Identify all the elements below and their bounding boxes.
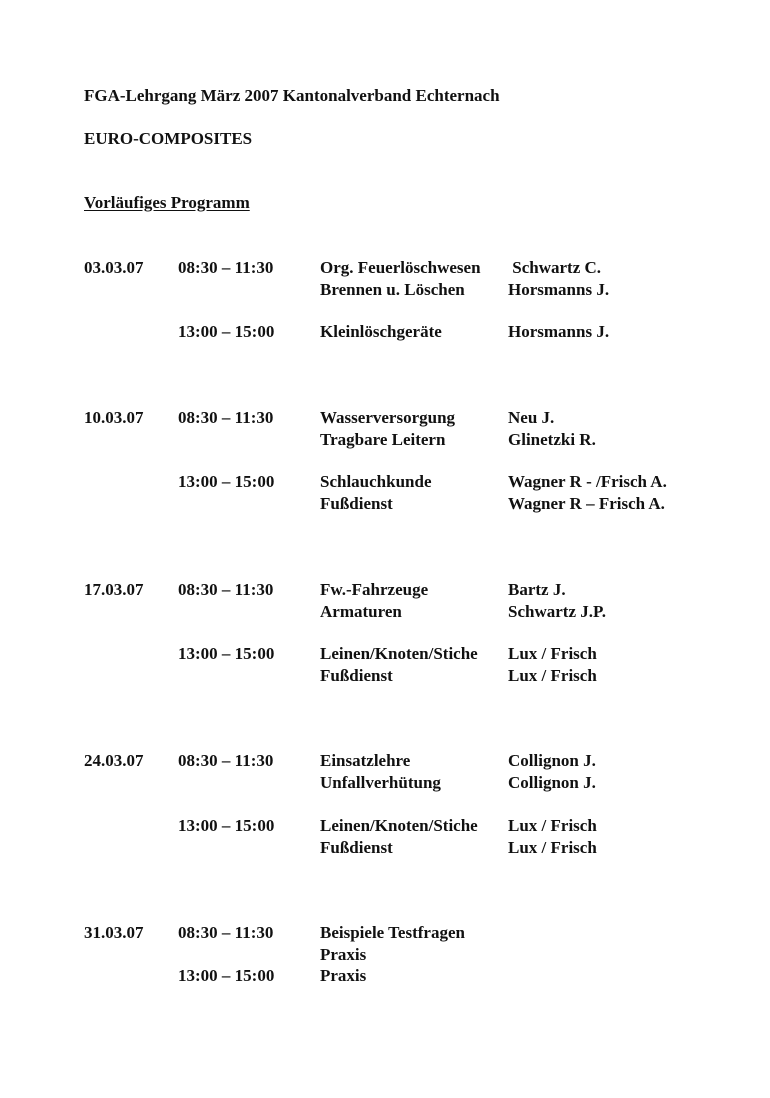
session-time: 08:30 – 11:30 [178,923,274,942]
document-title: FGA-Lehrgang März 2007 Kantonalverband Echternach [84,86,500,105]
session-time: 08:30 – 11:30 [178,408,274,427]
session-topic: Fw.-Fahrzeuge [320,580,429,599]
session-topic: Fußdienst [320,494,393,513]
session-time: 13:00 – 15:00 [178,966,275,985]
session-instructor: Lux / Frisch [508,816,597,835]
session-instructor: Collignon J. [508,773,596,792]
schedule-date: 24.03.07 [84,751,144,770]
session-time: 13:00 – 15:00 [178,472,275,491]
schedule-date: 03.03.07 [84,258,144,277]
session-topic: Praxis [320,945,367,964]
session-instructor: Collignon J. [508,751,596,770]
schedule-date: 10.03.07 [84,408,144,427]
schedule-date: 31.03.07 [84,923,144,942]
session-instructor: Wagner R - /Frisch A. [508,472,667,491]
session-time: 13:00 – 15:00 [178,644,275,663]
session-topic: Praxis [320,966,367,985]
session-time: 08:30 – 11:30 [178,258,274,277]
session-instructor: Lux / Frisch [508,644,597,663]
session-instructor: Schwartz J.P. [508,602,607,621]
session-topic: Wasserversorgung [320,408,456,427]
session-instructor: Lux / Frisch [508,838,597,857]
session-time: 13:00 – 15:00 [178,322,275,341]
program-subtitle: Vorläufiges Programm [84,193,250,212]
session-topic: Brennen u. Löschen [320,280,465,299]
session-topic: Leinen/Knoten/Stiche [320,644,478,663]
session-topic: Fußdienst [320,666,393,685]
session-time: 08:30 – 11:30 [178,580,274,599]
session-instructor: Lux / Frisch [508,666,597,685]
session-instructor: Neu J. [508,408,555,427]
session-topic: Beispiele Testfragen [320,923,465,942]
session-time: 08:30 – 11:30 [178,751,274,770]
session-instructor: Horsmanns J. [508,322,610,341]
schedule-date: 17.03.07 [84,580,144,599]
session-topic: Unfallverhütung [320,773,441,792]
session-instructor: Glinetzki R. [508,430,596,449]
session-topic: Einsatzlehre [320,751,411,770]
session-instructor: Schwartz C. [508,258,602,277]
company-name: EURO-COMPOSITES [84,129,253,148]
session-topic: Tragbare Leitern [320,430,446,449]
session-instructor: Wagner R – Frisch A. [508,494,665,513]
session-time: 13:00 – 15:00 [178,816,275,835]
session-topic: Org. Feuerlöschwesen [320,258,481,277]
session-instructor: Bartz J. [508,580,566,599]
session-topic: Kleinlöschgeräte [320,322,442,341]
session-topic: Leinen/Knoten/Stiche [320,816,478,835]
session-topic: Schlauchkunde [320,472,432,491]
session-topic: Armaturen [320,602,402,621]
session-topic: Fußdienst [320,838,393,857]
session-instructor: Horsmanns J. [508,280,610,299]
